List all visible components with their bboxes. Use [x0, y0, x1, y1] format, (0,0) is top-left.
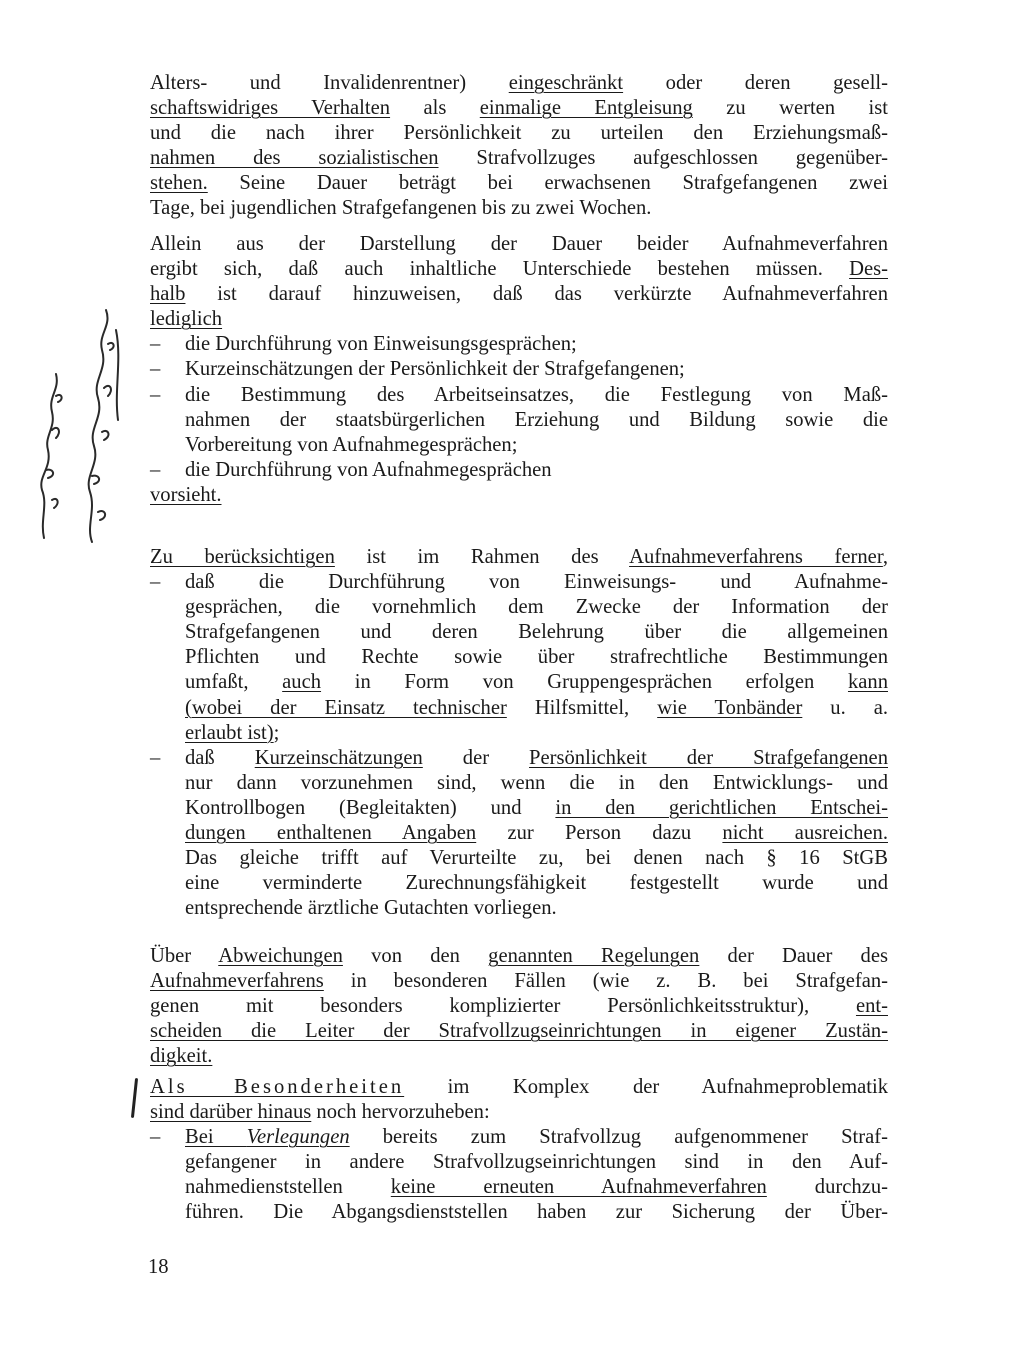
- list-item-continued: Das gleiche trifft auf Verurteilte zu, bei denen nach § 16 StGB: [185, 847, 888, 870]
- text-line: sind darüber hinaus noch hervorzuheben:: [150, 1101, 490, 1124]
- text-line: Alters- und Invalidenrentner) eingeschränkt oder deren gesell-: [150, 72, 888, 94]
- text-line: halb ist darauf hinzuweisen, daß das verkürzte Aufnahmeverfahren: [150, 283, 888, 306]
- body-text: [150, 944, 888, 1069]
- list-item: – daß Kurzeinschätzungen der Persönlichkeit der Strafgefangenen: [150, 746, 888, 771]
- body-text: [150, 1075, 888, 1226]
- list-item: – die Durchführung von Aufnahmegesprächen: [150, 458, 888, 483]
- list-item: – Kurzeinschätzungen der Persönlichkeit der Strafgefangenen;: [150, 357, 888, 382]
- handwriting-scribble: [22, 300, 132, 550]
- text-line: Tage, bei jugendlichen Strafgefangenen bis zu zwei Wochen.: [150, 197, 652, 220]
- text-line: schaftswidriges Verhalten als einmalige Entgleisung zu werten ist: [150, 97, 888, 120]
- text-line: scheiden die Leiter der Strafvollzugseinrichtungen in eigener Zustän-: [150, 1020, 888, 1043]
- text-line: ergibt sich, daß auch inhaltliche Unterschiede bestehen müssen. Des-: [150, 258, 888, 281]
- text-line: Über Abweichungen von den genannten Regelungen der Dauer des: [150, 945, 888, 967]
- dash-bullet: –: [150, 571, 161, 594]
- handwritten-margin-note: [22, 300, 132, 550]
- text-line: genen mit besonders komplizierter Persönlichkeitsstruktur), ent-: [150, 995, 888, 1018]
- list-item: – Bei Verlegungen bereits zum Strafvollzug aufgenommener Straf-: [150, 1125, 888, 1150]
- page-number: 18: [148, 1256, 169, 1278]
- dash-bullet: –: [150, 1126, 161, 1149]
- list-item-continued: Vorbereitung von Aufnahmegesprächen;: [185, 433, 518, 456]
- list-item-continued: entsprechende ärztliche Gutachten vorliegen.: [185, 897, 557, 920]
- list-item-continued: führen. Die Abgangsdienststellen haben zur Sicherung der Über-: [185, 1201, 888, 1224]
- list-item-continued: eine verminderte Zurechnungsfähigkeit festgestellt wurde und: [185, 872, 888, 895]
- text-line: lediglich: [150, 308, 223, 331]
- list-item-continued: Pflichten und Rechte sowie über strafrechtliche Bestimmungen: [185, 646, 888, 669]
- text-line: Aufnahmeverfahrens in besonderen Fällen (wie z. B. bei Strafgefan-: [150, 970, 888, 993]
- body-text: [150, 71, 888, 222]
- list-item: – daß die Durchführung von Einweisungs- und Aufnahme-: [150, 570, 888, 595]
- list-item: – die Durchführung von Einweisungsgesprächen;: [150, 332, 888, 357]
- list-item-continued: Kontrollbogen (Begleitakten) und in den gerichtlichen Entschei-: [185, 796, 888, 819]
- text-line: digkeit.: [150, 1045, 213, 1068]
- text-line: vorsieht.: [150, 483, 222, 506]
- list-item: – die Bestimmung des Arbeitseinsatzes, die Festlegung von Maß-: [150, 383, 888, 408]
- list-item-continued: gesprächen, die vornehmlich dem Zwecke der Information der: [185, 596, 888, 619]
- text-line: Zu berücksichtigen ist im Rahmen des Aufnahmeverfahrens ferner,: [150, 546, 889, 568]
- dash-bullet: –: [150, 333, 161, 356]
- list-item-continued: erlaubt ist);: [185, 721, 280, 744]
- list-item-continued: nahmedienststellen keine erneuten Aufnahmeverfahren durchzu-: [185, 1176, 888, 1199]
- dash-bullet: –: [150, 383, 161, 406]
- text-line: Als Besonderheiten im Komplex der Aufnahmeproblematik: [150, 1076, 888, 1098]
- body-text: [150, 545, 888, 921]
- text-line: und die nach ihrer Persönlichkeit zu urteilen den Erziehungsmaß-: [150, 122, 888, 145]
- dash-bullet: –: [150, 458, 161, 481]
- list-item-continued: Strafgefangenen und deren Belehrung über die allgemeinen: [185, 621, 888, 644]
- list-item-continued: gefangener in andere Strafvollzugseinrichtungen sind in den Auf-: [185, 1151, 888, 1174]
- text-line: stehen. Seine Dauer beträgt bei erwachsenen Strafgefangenen zwei: [150, 172, 888, 195]
- text-line: nahmen des sozialistischen Strafvollzuges aufgeschlossen gegenüber-: [150, 147, 888, 170]
- list-item-continued: nahmen der staatsbürgerlichen Erziehung und Bildung sowie die: [185, 408, 888, 431]
- list-item-continued: nur dann vorzunehmen sind, wenn die in den Entwicklungs- und: [185, 771, 888, 794]
- dash-bullet: –: [150, 746, 161, 769]
- list-item-continued: (wobei der Einsatz technischer Hilfsmittel, wie Tonbänder u. a.: [185, 696, 889, 719]
- list-item-continued: dungen enthaltenen Angaben zur Person dazu nicht ausreichen.: [185, 822, 888, 845]
- margin-mark: [131, 1078, 138, 1118]
- list-item-continued: umfaßt, auch in Form von Gruppengesprächen erfolgen kann: [185, 671, 888, 694]
- body-text: [150, 232, 888, 508]
- dash-bullet: –: [150, 358, 161, 381]
- text-line: Allein aus der Darstellung der Dauer beider Aufnahmeverfahren: [150, 233, 888, 255]
